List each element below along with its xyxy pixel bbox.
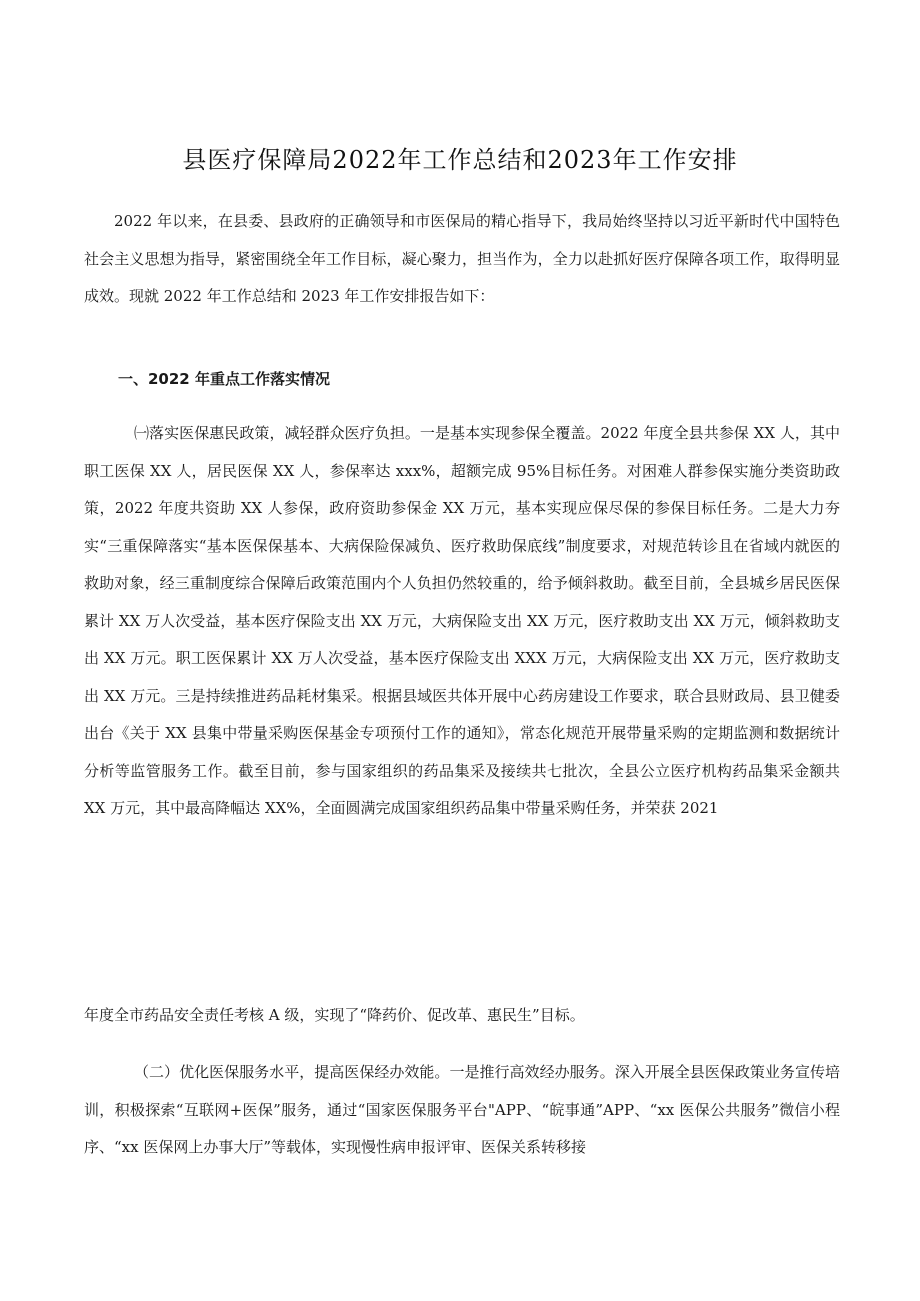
section1-paragraph-1: ㈠落实医保惠民政策，减轻群众医疗负担。一是基本实现参保全覆盖。2022 年度全县共参保 XX 人，其中职工医保 XX 人，居民医保 XX 人，参保率达 xxx%，超额完成 95%目标任务。对困难人群参保实施分类资助政策，2022 年度共资助 XX 人参保，政府资助参保金 XX 万元，基本实现应保尽保的参保目标任务。二是大力夯实“三重保障落实“基本医保保基本、大病保险保减负、医疗救助保底线”制度要求，对规范转诊且在省域内就医的救助对象，经三重制度综合保障后政策范围内个人负担仍然较重的，给予倾斜救助。截至目前，全县城乡居民医保累计 XX 万人次受益，基本医疗保险支出 XX 万元，大病保险支出 XX 万元，医疗救助支出 XX 万元，倾斜救助支出 XX 万元。职工医保累计 XX 万人次受益，基本医疗保险支出 XXX 万元，大病保险支出 XX 万元，医疗救助支出 XX 万元。三是持续推进药品耗材集采。根据县域医共体开展中心药房建设工作要求，联合县财政局、县卫健委出台《关于 XX 县集中带量采购医保基金专项预付工作的通知》，常态化规范开展带量采购的定期监测和数据统计分析等监管服务工作。截至目前，参与国家组织的药品集采及接续共七批次，全县公立医疗机构药品集采金额共 XX 万元，其中最高降幅达 XX%，全面圆满完成国家组织药品集中带量采购任务，并荣获 2021: [84, 424, 840, 817]
section1-paragraph-2: （二）优化医保服务水平，提高医保经办效能。一是推行高效经办服务。深入开展全县医保政策业务宣传培训，积极探索“互联网+医保”服务，通过“国家医保服务平台"APP、“皖事通”APP、“xx 医保公共服务”微信小程序、“xx 医保网上办事大厅”等载体，实现慢性病申报评审、医保关系转移接: [84, 1063, 840, 1156]
section-heading-1: 一、2022 年重点工作落实情况: [118, 370, 330, 388]
intro-paragraph: 2022 年以来，在县委、县政府的正确领导和市医保局的精心指导下，我局始终坚持以习近平新时代中国特色社会主义思想为指导，紧密围绕全年工作目标，凝心聚力，担当作为，全力以赴抓好医疗保障各项工作，取得明显成效。现就 2022 年工作总结和 2023 年工作安排报告如下：: [84, 212, 840, 305]
section1-paragraph-1-tail: 年度全市药品安全责任考核 A 级，实现了“降药价、促改革、惠民生”目标。: [84, 1006, 585, 1024]
document-title: 县医疗保障局2022年工作总结和2023年工作安排: [182, 146, 738, 174]
